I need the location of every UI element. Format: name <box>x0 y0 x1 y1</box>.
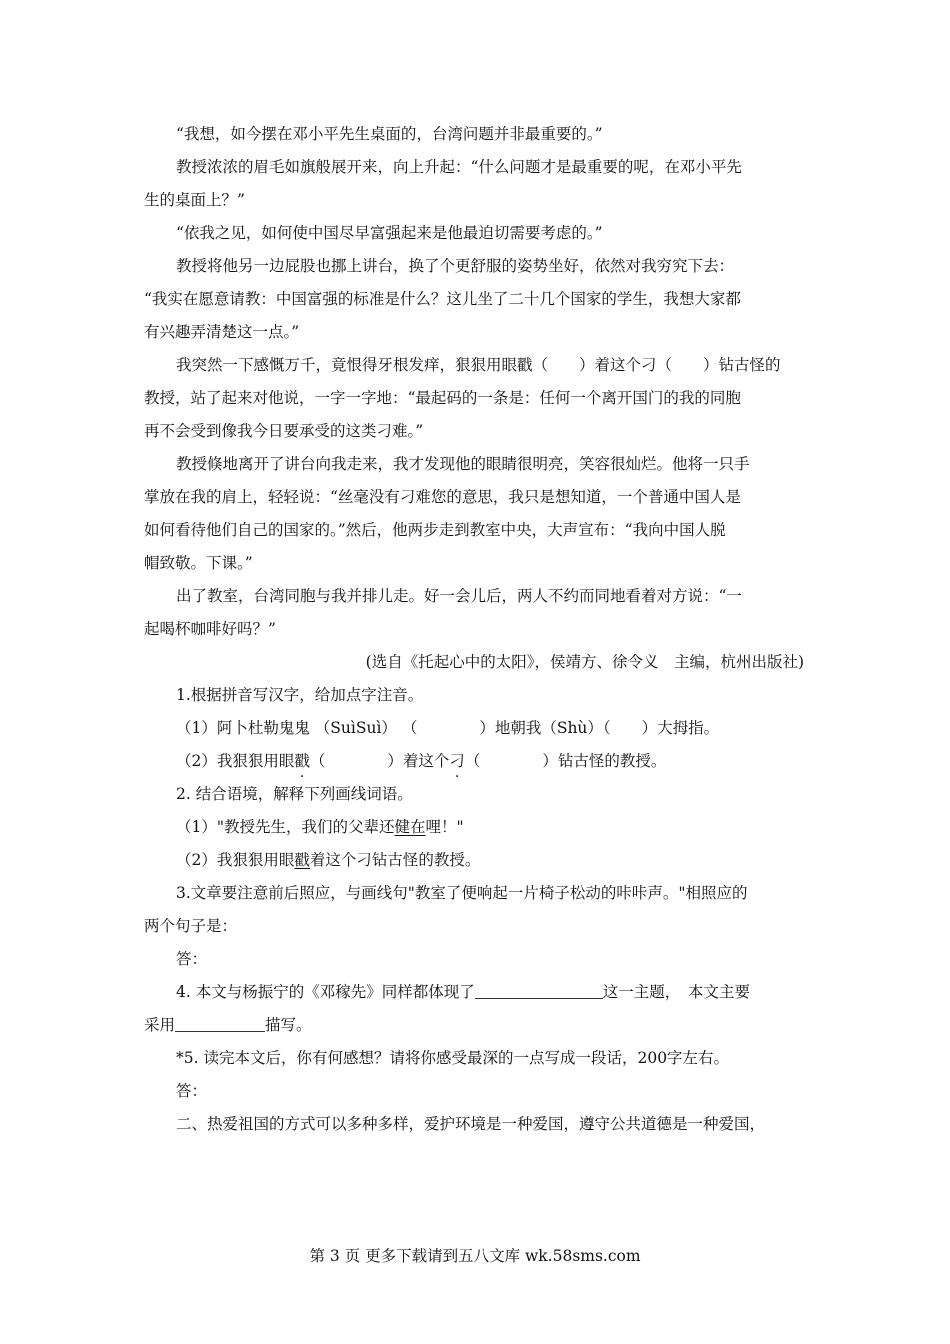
document-body <box>144 118 808 1141</box>
source-citation: (选自《托起心中的太阳》，侯靖方、徐令义 主编，杭州出版社) <box>365 653 804 671</box>
text-segment: （2）我狠狠用眼 <box>176 752 295 770</box>
fill-blank[interactable] <box>475 978 603 999</box>
paragraph-line: 教授，站了起来对他说，一字一字地：“最起码的一条是：任何一个离开国门的我的同胞 <box>144 389 741 407</box>
question-5: *5. 读完本文后，你有何感想？请将你感受最深的一点写成一段话，200字左右。 <box>176 1049 730 1067</box>
question-4 <box>144 976 808 1009</box>
text-segment: （ ）着这个 <box>309 752 450 770</box>
paragraph-line: 掌放在我的肩上，轻轻说：“丝毫没有刁难您的意思，我只是想知道，一个普通中国人是 <box>144 488 741 506</box>
paragraph-line: 教授将他另一边屁股也挪上讲台，换了个更舒服的姿势坐好，依然对我穷究下去： <box>176 257 735 275</box>
text-segment: （ ）钻古怪的教授。 <box>464 752 667 770</box>
text-segment: （2）我狠狠用眼 <box>176 851 295 869</box>
page-footer: 第 3 页 更多下载请到五八文库 wk.58sms.com <box>309 1247 641 1265</box>
underlined-word: 戳 <box>294 851 310 869</box>
text-segment: 着这个刁钻古怪的教授。 <box>309 851 481 869</box>
question-4-cont <box>144 1009 808 1042</box>
paragraph-line: 帽致敬。下课。” <box>144 554 253 572</box>
underlined-word: 健在 <box>394 818 426 836</box>
text-segment: （1）"教授先生，我们的父辈还 <box>176 818 395 836</box>
question-1: 1.根据拼音写汉字，给加点字注音。 <box>176 686 424 704</box>
dotted-char: 刁 <box>449 752 465 770</box>
section-two-heading: 二、热爱祖国的方式可以多种多样，爱护环境是一种爱国，遵守公共道德是一种爱国， <box>176 1115 766 1133</box>
paragraph-line: 起喝杯咖啡好吗？” <box>144 620 276 638</box>
paragraph-line: 有兴趣弄清楚这一点。” <box>144 323 300 341</box>
paragraph-line: “我实在愿意请教：中国富强的标准是什么？这儿坐了二十几个国家的学生，我想大家都 <box>144 290 741 308</box>
paragraph-line: 生的桌面上？” <box>144 191 245 209</box>
text-segment: 采用 <box>144 1016 176 1034</box>
answer-label: 答： <box>176 950 208 968</box>
text-segment: 这一主题， 本文主要 <box>602 983 750 1001</box>
question-1-item-2 <box>144 745 808 778</box>
text-segment: 哩！" <box>425 818 464 836</box>
text-segment: 4. 本文与杨振宁的《邓稼先》同样都体现了 <box>176 983 475 1001</box>
fill-blank[interactable] <box>175 1011 265 1032</box>
question-3-cont: 两个句子是： <box>144 917 238 935</box>
paragraph-line: 如何看待他们自己的国家的。”然后，他两步走到教室中央，大声宣布：“我向中国人脱 <box>144 521 726 539</box>
question-2-item-1 <box>144 811 808 844</box>
question-1-item-1: （1）阿卜杜勒鬼鬼 （SuìSuì） （ ）地朝我（Shù）（ ）大拇指。 <box>176 719 720 737</box>
paragraph-line: 出了教室，台湾同胞与我并排儿走。好一会儿后，两人不约而同地看着对方说：“一 <box>176 587 742 605</box>
answer-label: 答： <box>176 1082 208 1100</box>
question-2-item-2 <box>144 844 808 877</box>
text-segment: 描写。 <box>265 1016 312 1034</box>
paragraph-line: 我突然一下感慨万千，竟恨得牙根发痒，狠狠用眼戳（ ）着这个刁（ ）钻古怪的 <box>176 356 781 374</box>
paragraph-line: “依我之见，如何使中国尽早富强起来是他最迫切需要考虑的。” <box>176 224 603 242</box>
paragraph-line: 教授倏地离开了讲台向我走来，我才发现他的眼睛很明亮，笑容很灿烂。他将一只手 <box>176 455 750 473</box>
paragraph-line: 教授浓浓的眉毛如旗般展开来，向上升起：“什么问题才是最重要的呢，在邓小平先 <box>176 158 742 176</box>
paragraph-line: 再不会受到像我今日要承受的这类刁难。” <box>144 422 424 440</box>
dotted-char: 戳 <box>294 752 310 770</box>
question-3: 3.文章要注意前后照应，与画线句"教室了便响起一片椅子松动的咔咔声。"相照应的 <box>176 884 748 902</box>
paragraph-line: “我想，如今摆在邓小平先生桌面的，台湾问题并非最重要的。” <box>176 125 603 143</box>
question-2: 2. 结合语境，解释下列画线词语。 <box>176 785 413 803</box>
